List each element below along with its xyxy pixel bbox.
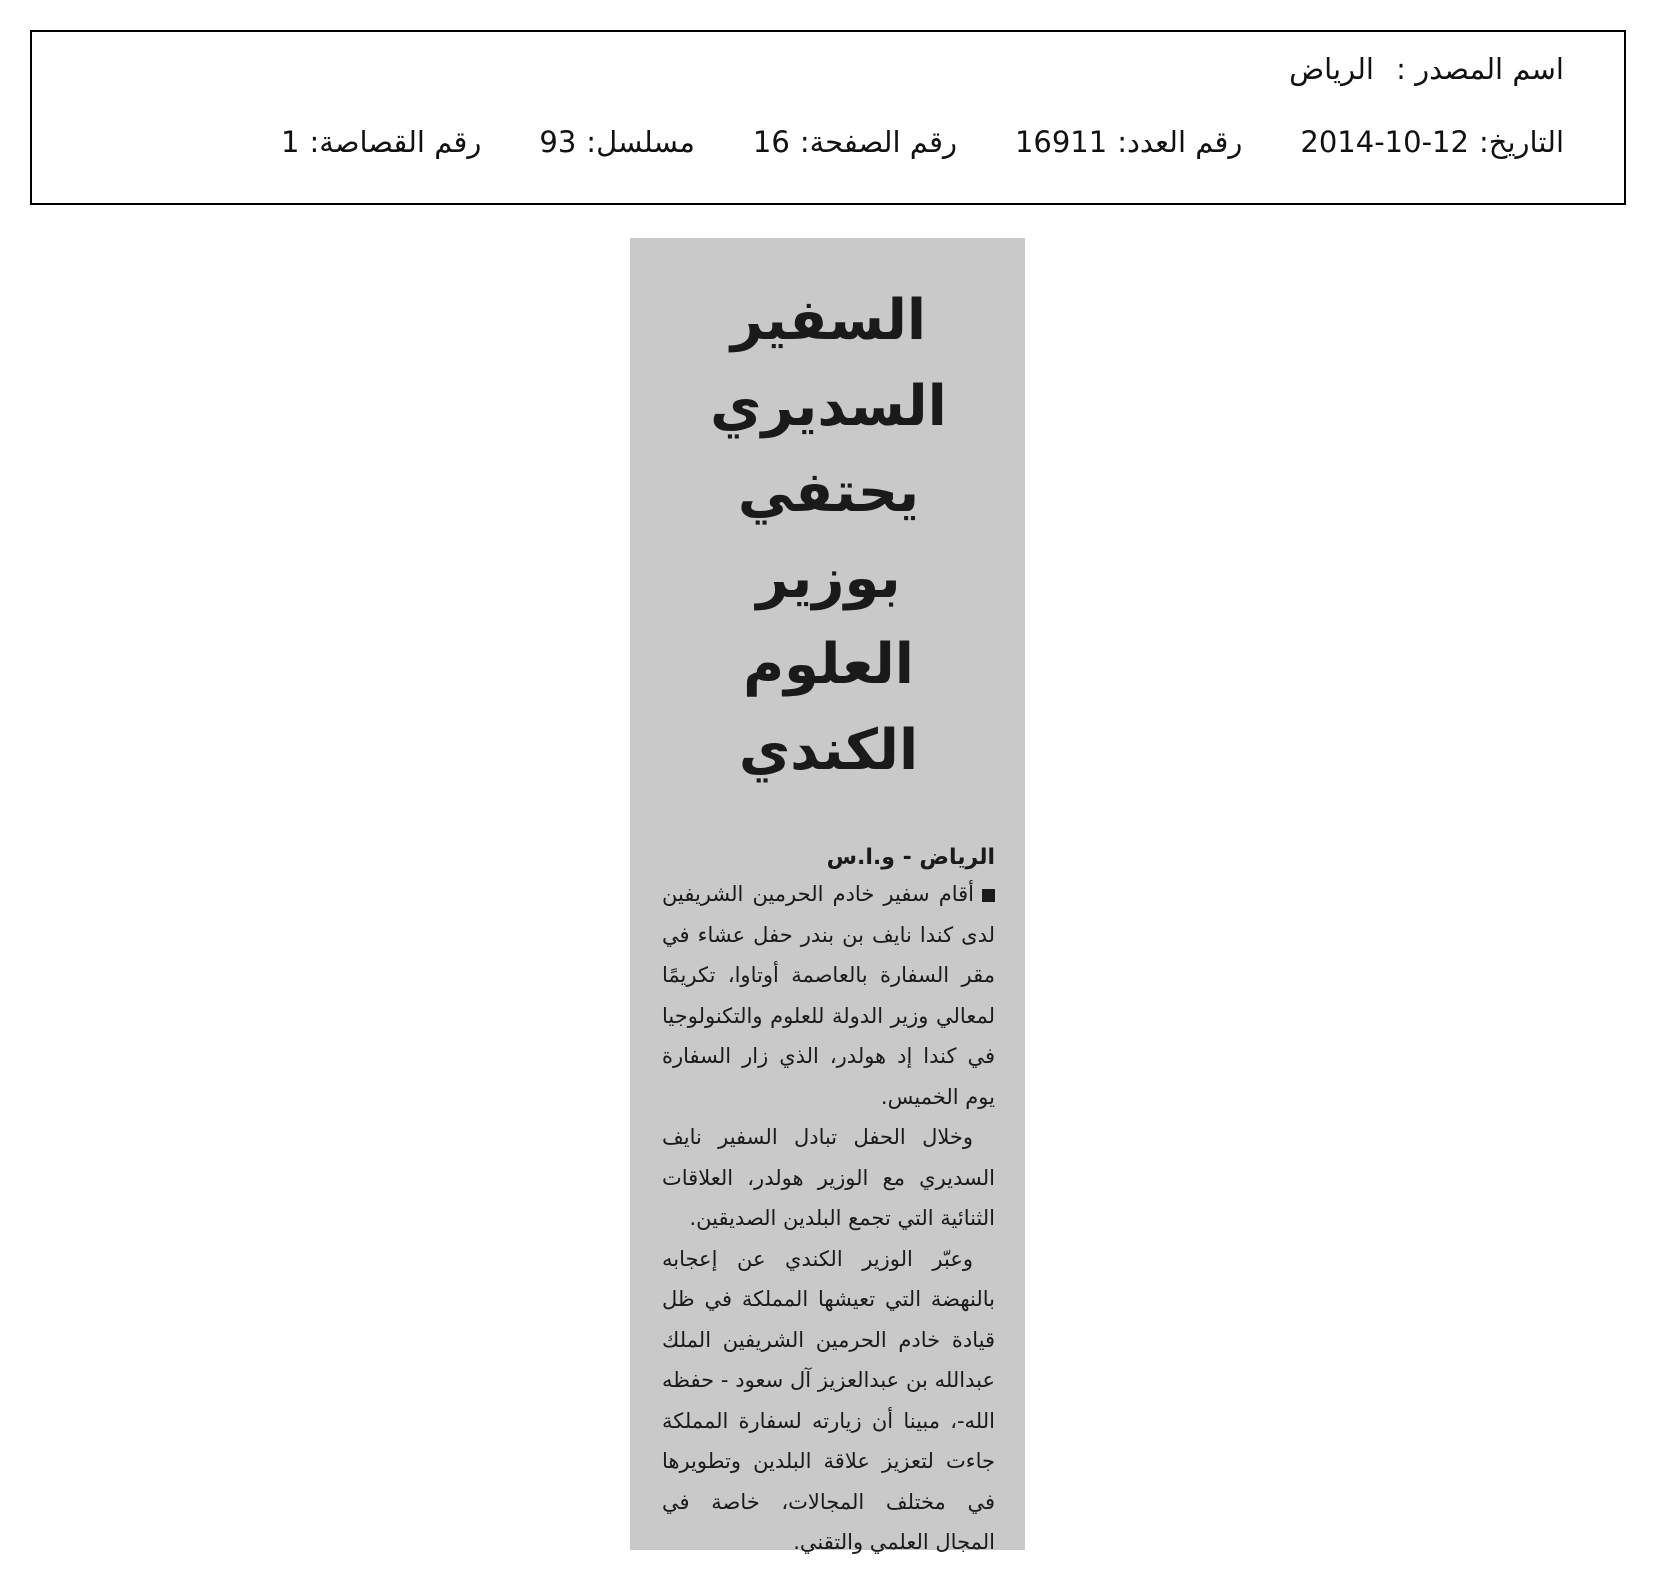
headline-line: العلوم الكندي bbox=[738, 632, 919, 783]
headline-line: يحتفي بوزير bbox=[737, 460, 920, 611]
clip-field bbox=[281, 125, 481, 159]
source-label: اسم المصدر : bbox=[1396, 52, 1564, 86]
issue-value: 16911 bbox=[1014, 125, 1108, 159]
square-bullet-icon bbox=[982, 889, 995, 902]
clipping-metadata-box bbox=[30, 30, 1626, 205]
newspaper-clipping bbox=[630, 238, 1025, 1554]
date-label: التاريخ: bbox=[1478, 125, 1564, 159]
article-paragraph bbox=[662, 874, 995, 1117]
serial-field bbox=[539, 125, 695, 159]
page-field bbox=[753, 125, 957, 159]
clip-label: رقم القصاصة: bbox=[309, 125, 482, 159]
source-value: الرياض bbox=[1289, 52, 1374, 86]
article-paragraph: وخلال الحفل تبادل السفير نايف السديري مع الوزير هولدر، العلاقات الثنائية التي تجمع البلدين الصديقين. bbox=[662, 1125, 995, 1230]
issue-field bbox=[1015, 125, 1242, 159]
clip-value: 1 bbox=[281, 125, 300, 159]
page-label: رقم الصفحة: bbox=[799, 125, 957, 159]
source-row bbox=[1289, 52, 1564, 86]
issue-label: رقم العدد: bbox=[1117, 125, 1243, 159]
page-value: 16 bbox=[752, 125, 790, 159]
headline-line: السديري bbox=[710, 374, 947, 439]
date-value: 2014-10-12 bbox=[1300, 125, 1469, 159]
info-row bbox=[223, 125, 1564, 159]
article-paragraph: وعبّر الوزير الكندي عن إعجابه بالنهضة التي تعيشها المملكة في ظل قيادة خادم الحرمين الشريفين الملك عبدالله بن عبدالعزيز آل سعود - حفظه الله-، مبينا أن زيارته لسفارة المملكة جاءت لتعزيز علاقة البلدين وتطويرها في مختلف المجالات، خاصة في المجال العلمي والتقني. bbox=[662, 1246, 995, 1554]
headline-line: السفير bbox=[730, 288, 927, 353]
paragraph-text: أقام سفير خادم الحرمين الشريفين لدى كندا نايف بن بندر حفل عشاء في مقر السفارة بالعاصمة أوتاوا، تكريمًا لمعالي وزير الدولة للعلوم والتكنولوجيا في كندا إد هولدر، الذي زار السفارة يوم الخميس. bbox=[662, 882, 995, 1109]
serial-value: 93 bbox=[539, 125, 577, 159]
serial-label: مسلسل: bbox=[586, 125, 695, 159]
article-headline bbox=[662, 278, 995, 794]
article-dateline: الرياض - و.ا.س bbox=[826, 845, 995, 870]
date-field bbox=[1300, 125, 1564, 159]
